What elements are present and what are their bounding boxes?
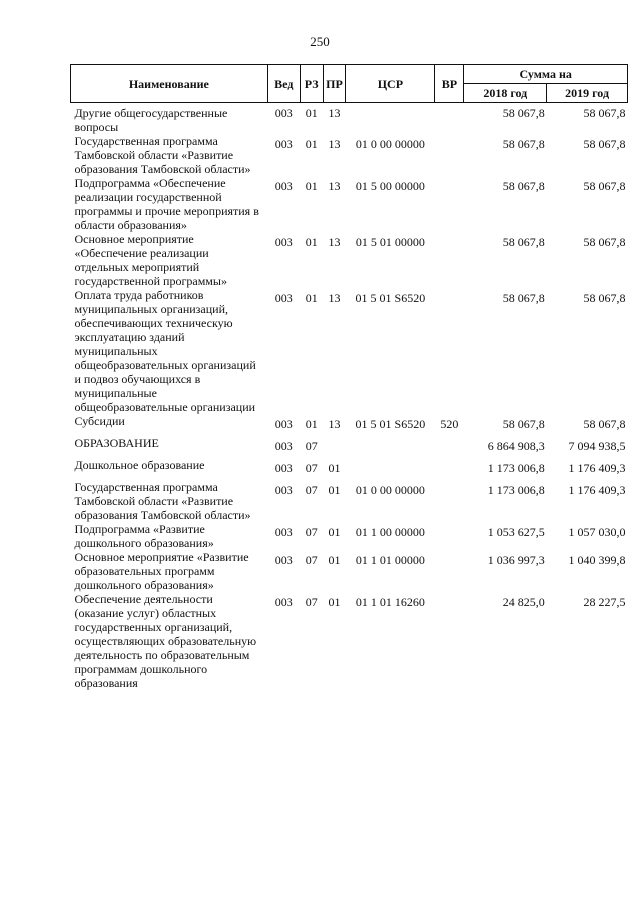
- cell-pr: 01: [328, 553, 341, 567]
- table-row: [71, 522, 628, 550]
- table-row: [71, 480, 628, 522]
- cell-sum-2018: 1 036 997,3: [487, 553, 545, 567]
- cell-pr: 13: [328, 137, 341, 151]
- cell-name: Оплата труда работников муниципальных организаций, обеспечивающих техническую эксплуатацию зданий муниципальных общеобразовательных организаций и подвоз обучающихся в муниципальные общеобразовательные организации: [74, 288, 256, 414]
- page-number: 250: [310, 34, 330, 49]
- header-year-2019: 2019 год: [547, 84, 628, 103]
- header-sum: Сумма на: [464, 65, 628, 84]
- cell-rz: 01: [305, 291, 318, 305]
- budget-table: [70, 64, 628, 690]
- cell-pr: 13: [328, 235, 341, 249]
- cell-vr: [435, 550, 464, 592]
- cell-name: Другие общегосударственные вопросы: [74, 106, 228, 134]
- cell-rz: 07: [305, 461, 318, 475]
- cell-rz: 01: [305, 235, 318, 249]
- cell-csr: 01 5 00 00000: [355, 179, 425, 193]
- cell-ved: 003: [274, 137, 293, 151]
- cell-rz: 07: [305, 483, 318, 497]
- table-row: [71, 232, 628, 288]
- cell-pr: 01: [328, 595, 341, 609]
- cell-pr: 01: [328, 483, 341, 497]
- cell-vr: [435, 592, 464, 690]
- cell-vr: [435, 232, 464, 288]
- cell-sum-2018: 1 173 006,8: [487, 461, 545, 475]
- cell-name: Основное мероприятие «Обеспечение реализации отдельных мероприятий государственной программы»: [74, 232, 227, 288]
- header-pr: ПР: [323, 65, 346, 103]
- cell-sum-2019: 58 067,8: [583, 179, 626, 193]
- cell-rz: 01: [305, 137, 318, 151]
- cell-csr: 01 0 00 00000: [355, 483, 425, 497]
- cell-vr: [435, 522, 464, 550]
- cell-sum-2019: 58 067,8: [583, 417, 626, 431]
- cell-rz: 07: [305, 439, 318, 453]
- cell-rz: 01: [305, 106, 318, 120]
- header-year-2018: 2018 год: [464, 84, 547, 103]
- cell-rz: 01: [305, 179, 318, 193]
- cell-vr: 520: [440, 417, 459, 431]
- cell-pr: 13: [328, 417, 341, 431]
- cell-rz: 01: [305, 417, 318, 431]
- cell-csr: [346, 458, 435, 480]
- cell-csr: [346, 103, 435, 135]
- cell-sum-2019: 1 176 409,3: [568, 483, 626, 497]
- cell-pr: [323, 436, 346, 458]
- cell-ved: 003: [274, 291, 293, 305]
- cell-vr: [435, 103, 464, 135]
- cell-vr: [435, 288, 464, 414]
- cell-name: ОБРАЗОВАНИЕ: [74, 436, 159, 450]
- cell-name: Государственная программа Тамбовской области «Развитие образования Тамбовской области»: [74, 480, 251, 522]
- cell-name: Основное мероприятие «Развитие образовательных программ дошкольного образования»: [74, 550, 249, 592]
- cell-pr: 01: [328, 461, 341, 475]
- cell-ved: 003: [274, 553, 293, 567]
- cell-pr: 13: [328, 291, 341, 305]
- cell-sum-2019: 1 176 409,3: [568, 461, 626, 475]
- header-ved: Вед: [267, 65, 300, 103]
- table-row: [71, 592, 628, 690]
- cell-csr: [346, 436, 435, 458]
- cell-csr: 01 5 01 S6520: [355, 417, 426, 431]
- table-row: [71, 103, 628, 135]
- cell-vr: [435, 436, 464, 458]
- cell-name: Обеспечение деятельности (оказание услуг) областных государственных организаций, осуществляющих образовательную деятельность по образовательным программам дошкольного образования: [74, 592, 257, 690]
- cell-sum-2019: 58 067,8: [583, 235, 626, 249]
- cell-sum-2018: 58 067,8: [502, 137, 545, 151]
- cell-ved: 003: [274, 179, 293, 193]
- cell-name: Подпрограмма «Обеспечение реализации государственной программы и прочие мероприятия в области образования»: [74, 176, 259, 232]
- cell-pr: 13: [328, 106, 341, 120]
- cell-sum-2018: 1 173 006,8: [487, 483, 545, 497]
- cell-rz: 07: [305, 553, 318, 567]
- table-row: [71, 436, 628, 458]
- cell-sum-2018: 58 067,8: [502, 235, 545, 249]
- cell-vr: [435, 458, 464, 480]
- header-rz: РЗ: [300, 65, 323, 103]
- cell-csr: 01 1 01 00000: [355, 553, 425, 567]
- cell-sum-2018: 1 053 627,5: [487, 525, 545, 539]
- cell-name: Подпрограмма «Развитие дошкольного образования»: [74, 522, 214, 550]
- cell-sum-2019: 58 067,8: [583, 291, 626, 305]
- cell-ved: 003: [274, 106, 293, 120]
- cell-ved: 003: [274, 483, 293, 497]
- cell-rz: 07: [305, 595, 318, 609]
- cell-sum-2018: 58 067,8: [502, 417, 545, 431]
- cell-csr: 01 1 01 16260: [355, 595, 425, 609]
- cell-sum-2019: 1 040 399,8: [568, 553, 626, 567]
- cell-sum-2019: 58 067,8: [583, 106, 626, 120]
- cell-pr: 13: [328, 179, 341, 193]
- table-row: [71, 458, 628, 480]
- cell-csr: 01 0 00 00000: [355, 137, 425, 151]
- cell-sum-2018: 6 864 908,3: [487, 439, 545, 453]
- header-name: Наименование: [71, 65, 268, 103]
- cell-sum-2018: 24 825,0: [502, 595, 545, 609]
- cell-vr: [435, 134, 464, 176]
- cell-sum-2019: 7 094 938,5: [568, 439, 626, 453]
- cell-name: Государственная программа Тамбовской области «Развитие образования Тамбовской области»: [74, 134, 251, 176]
- cell-ved: 003: [274, 439, 293, 453]
- cell-sum-2019: 28 227,5: [583, 595, 626, 609]
- table-row: [71, 550, 628, 592]
- cell-ved: 003: [274, 417, 293, 431]
- header-csr: ЦСР: [346, 65, 435, 103]
- table-row: [71, 414, 628, 436]
- cell-pr: 01: [328, 525, 341, 539]
- table-row: [71, 134, 628, 176]
- cell-sum-2018: 58 067,8: [502, 179, 545, 193]
- cell-sum-2018: 58 067,8: [502, 106, 545, 120]
- cell-csr: 01 5 01 00000: [355, 235, 425, 249]
- cell-ved: 003: [274, 525, 293, 539]
- cell-rz: 07: [305, 525, 318, 539]
- cell-sum-2018: 58 067,8: [502, 291, 545, 305]
- cell-csr: 01 1 00 00000: [355, 525, 425, 539]
- cell-csr: 01 5 01 S6520: [355, 291, 426, 305]
- cell-ved: 003: [274, 461, 293, 475]
- cell-vr: [435, 480, 464, 522]
- cell-ved: 003: [274, 595, 293, 609]
- cell-name: Дошкольное образование: [74, 458, 205, 472]
- table-body: [71, 103, 628, 691]
- table-row: [71, 176, 628, 232]
- cell-vr: [435, 176, 464, 232]
- table-header: [71, 65, 628, 103]
- cell-sum-2019: 58 067,8: [583, 137, 626, 151]
- cell-sum-2019: 1 057 030,0: [568, 525, 626, 539]
- table-row: [71, 288, 628, 414]
- header-vr: ВР: [435, 65, 464, 103]
- cell-ved: 003: [274, 235, 293, 249]
- cell-name: Субсидии: [74, 414, 125, 428]
